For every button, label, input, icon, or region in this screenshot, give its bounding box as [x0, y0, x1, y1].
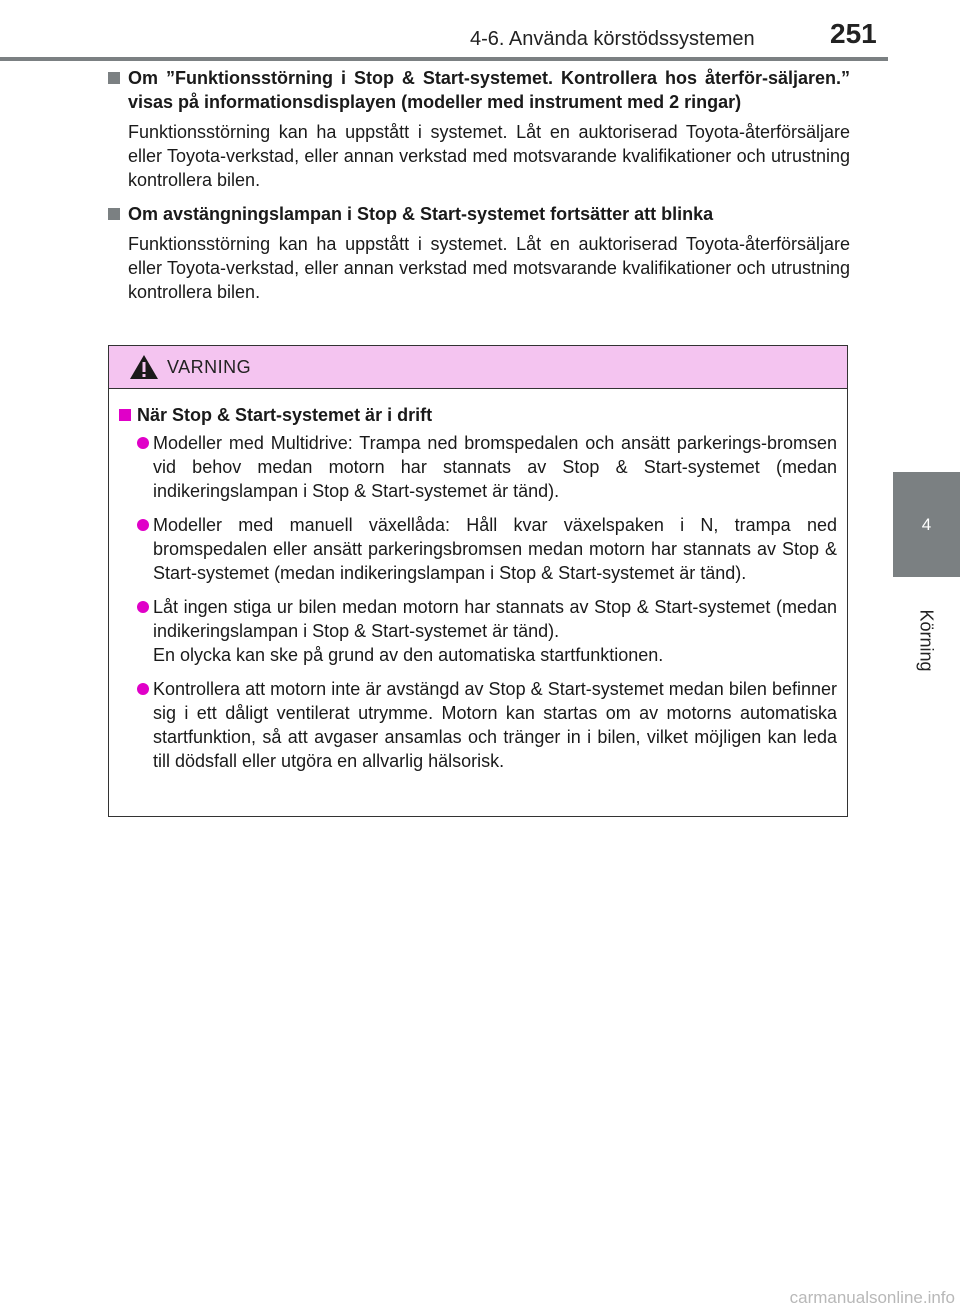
warning-bullet-3: [119, 595, 837, 667]
section-title: 4-6. Använda körstödssystemen: [470, 28, 755, 50]
square-bullet-icon: [108, 72, 120, 84]
section-body-1: Funktionsstörning kan ha uppstått i systemet. Låt en auktoriserad Toyota-återförsäljare eller Toyota-verkstad, eller annan verkstad med motsvarande kvalifikationer och utrustning kontrollera bilen.: [128, 122, 850, 190]
page-number: 251: [830, 18, 877, 49]
warning-bullet-text: Låt ingen stiga ur bilen medan motorn har stannats av Stop & Start-systemet (medan indikeringslampan i Stop & Start-systemet är tänd).: [153, 597, 837, 641]
warning-title: VARNING: [167, 356, 252, 377]
warning-bullet-extra: En olycka kan ske på grund av den automatiska startfunktionen.: [153, 645, 664, 665]
section-heading-text: Om ”Funktionsstörning i Stop & Start-systemet. Kontrollera hos återför-säljaren.” visas på informationsdisplayen (modeller med instrument med 2 ringar): [128, 68, 850, 112]
warning-triangle-icon: [129, 354, 159, 380]
warning-header: [109, 346, 847, 389]
warning-bullet-text: Modeller med manuell växellåda: Håll kvar växelspaken i N, trampa ned bromspedalen eller ansätt parkeringsbromsen medan motorn har stannats av Stop & Start-systemet (medan indikeringslampan i Stop & Start-systemet är tänd).: [153, 515, 837, 583]
circle-bullet-icon: [137, 519, 149, 531]
warning-heading-text: När Stop & Start-systemet är i drift: [137, 405, 433, 425]
square-bullet-icon: [119, 409, 131, 421]
chapter-number: 4: [921, 514, 932, 534]
warning-box: [108, 345, 848, 817]
warning-bullet-4: [119, 677, 837, 773]
main-content: [108, 66, 850, 314]
warning-bullet-1: [119, 431, 837, 503]
warning-bullet-text: Modeller med Multidrive: Trampa ned bromspedalen och ansätt parkerings-bromsen vid behov medan motorn har stannats av Stop & Start-systemet (medan indikeringslampan i Stop & Start-systemet är tänd).: [153, 433, 837, 501]
circle-bullet-icon: [137, 683, 149, 695]
section-heading-text: Om avstängningslampan i Stop & Start-systemet fortsätter att blinka: [128, 204, 714, 224]
warning-heading: [119, 403, 837, 427]
header-rule: [0, 57, 888, 61]
page-header: [0, 0, 960, 60]
chapter-tab[interactable]: [893, 472, 960, 577]
chapter-label-container: [893, 580, 960, 700]
warning-bullet-text: Kontrollera att motorn inte är avstängd av Stop & Start-systemet medan bilen befinner sig i ett dåligt ventilerat utrymme. Motorn kan startas om av motorns automatiska startfunktion, så att avgaser ansamlas och tränger in i bilen, vilket möjligen kan leda till dödsfall eller utgöra en allvarlig hälsorisk.: [153, 679, 837, 771]
section-heading-1: [108, 66, 850, 114]
warning-body: [109, 389, 847, 773]
warning-bullet-2: [119, 513, 837, 585]
watermark: carmanualsonline.info: [789, 1288, 955, 1307]
section-body-2: Funktionsstörning kan ha uppstått i systemet. Låt en auktoriserad Toyota-återförsäljare eller Toyota-verkstad, eller annan verkstad med motsvarande kvalifikationer och utrustning kontrollera bilen.: [128, 234, 850, 302]
circle-bullet-icon: [137, 437, 149, 449]
chapter-label: Körning: [916, 608, 937, 672]
circle-bullet-icon: [137, 601, 149, 613]
square-bullet-icon: [108, 208, 120, 220]
section-heading-2: [108, 202, 850, 226]
